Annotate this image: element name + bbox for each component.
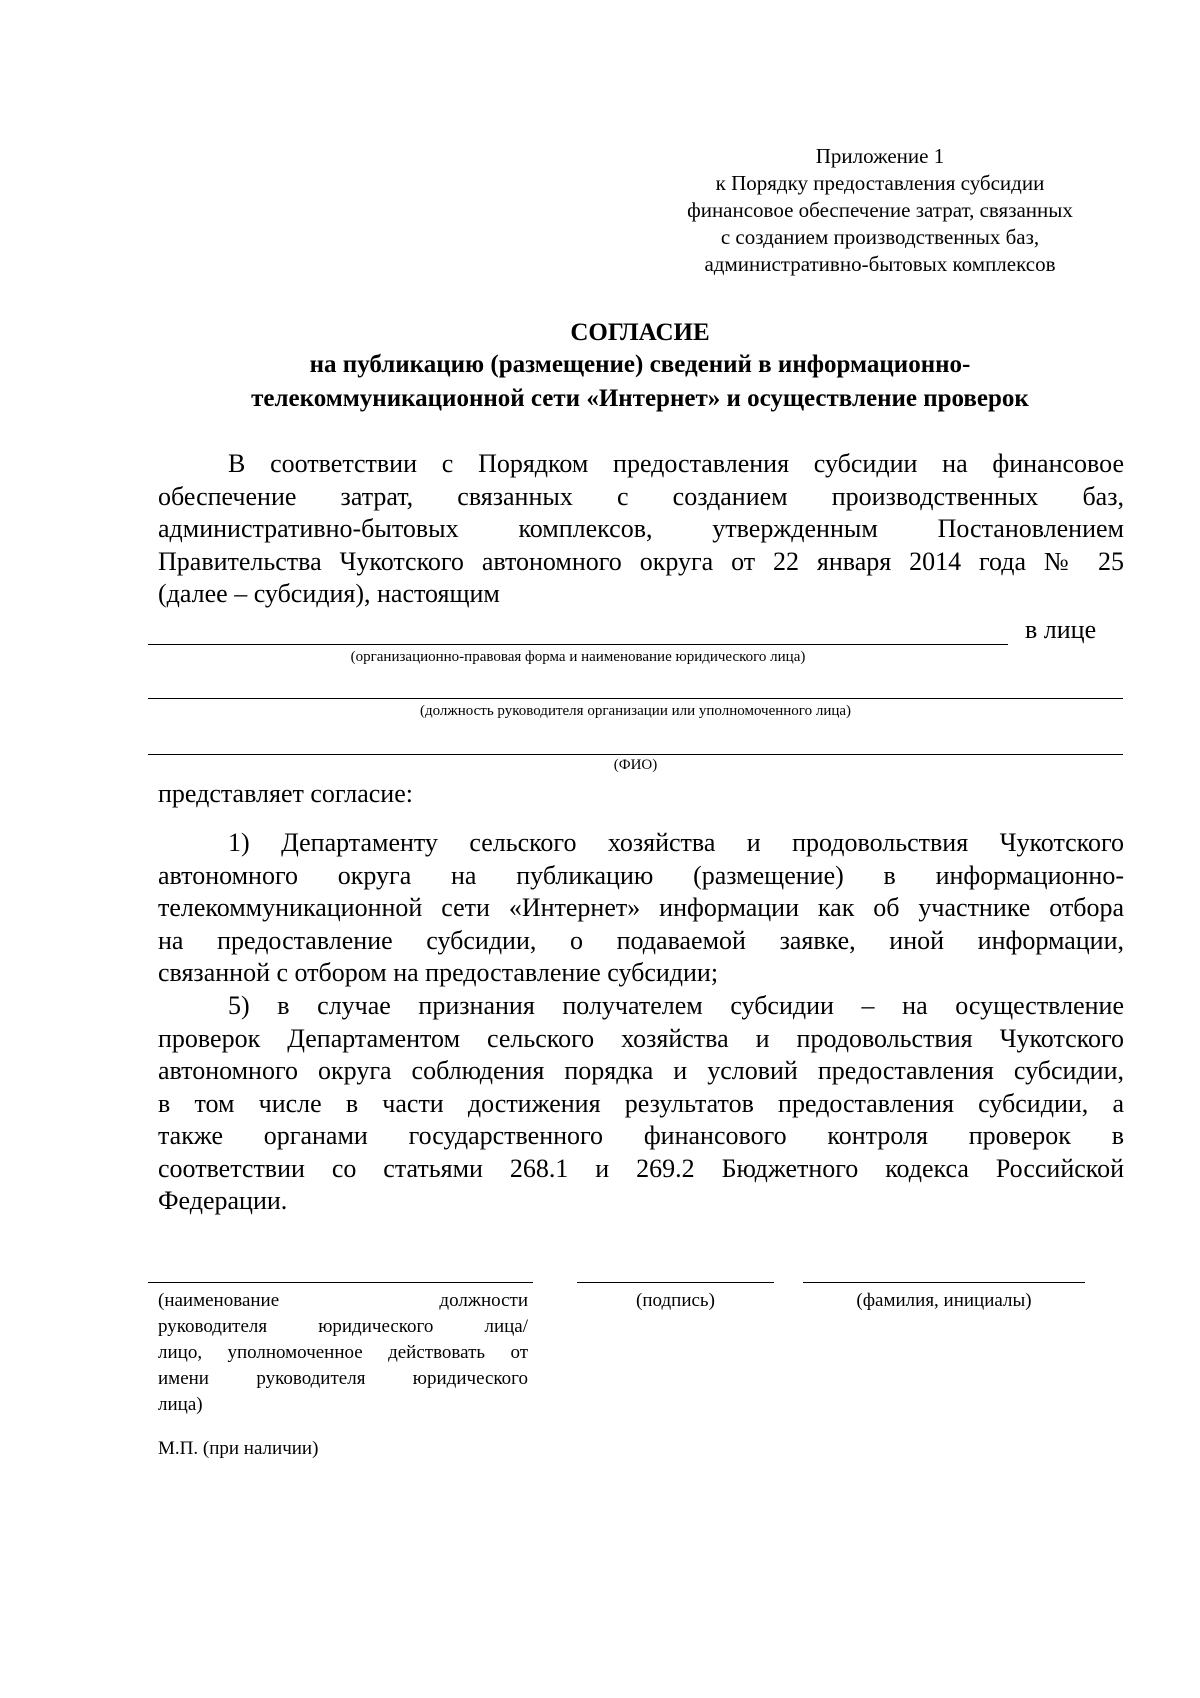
title-main: СОГЛАСИЕ (570, 319, 710, 346)
position-caption: (должность руководителя организации или уполномоченного лица) (419, 703, 852, 719)
consent-intro-text: представляет согласие: (158, 779, 413, 808)
fio-caption: (ФИО) (613, 757, 658, 773)
item5-line: соответствии со статьями 268.1 и 269.2 Бюджетного кодекса Российской (158, 1153, 1124, 1183)
item5-line: также органами государственного финансового контроля проверок в (158, 1121, 1124, 1150)
signature-position-caption-line: имени руководителя юридического (158, 1368, 528, 1389)
intro-line: Правительства Чукотского автономного округа от 22 января 2014 года № 25 (158, 546, 1124, 576)
intro-line: В соответствии с Порядком предоставления субсидии на финансовое (228, 449, 1124, 478)
appendix-line: финансовое обеспечение затрат, связанных (687, 198, 1073, 222)
appendix-header (645, 143, 1115, 278)
item1-line: на предоставление субсидии, о подаваемой заявке, иной информации, (158, 925, 1124, 955)
intro-line: обеспечение затрат, связанных с созданием производственных баз, (158, 481, 1124, 511)
signature-position-caption (158, 1288, 528, 1418)
intro-line: (далее – субсидия), настоящим (158, 579, 500, 608)
title-sub-line: на публикацию (размещение) сведений в информационно- (309, 351, 971, 378)
consent-item-5 (158, 990, 1124, 1218)
signature-position-line[interactable] (148, 1282, 533, 1283)
item1-line: 1) Департаменту сельского хозяйства и продовольствия Чукотского (228, 828, 1124, 857)
signature-name-caption: (фамилия, инициалы) (856, 1290, 1032, 1311)
item1-line: телекоммуникационной сети «Интернет» информации как об участнике отбора (158, 893, 1124, 922)
signature-position-caption-line: руководителя юридического лица/ (158, 1316, 528, 1337)
item1-line: связанной с отбором на предоставление субсидии; (158, 958, 719, 987)
item5-line: 5) в случае признания получателем субсидии – на осуществление (228, 991, 1124, 1020)
item5-line: автономного округа соблюдения порядка и условий предоставления субсидии, (158, 1056, 1124, 1085)
title-sub-line: телекоммуникационной сети «Интернет» и осуществление проверок (251, 385, 1029, 412)
signature-name-line[interactable] (803, 1282, 1085, 1283)
intro-line: административно-бытовых комплексов, утвержденным Постановлением (158, 514, 1124, 543)
signature-sign-caption: (подпись) (636, 1290, 715, 1311)
fio-field-line[interactable] (148, 754, 1123, 755)
stamp-label: М.П. (при наличии) (158, 1438, 319, 1459)
item5-line: проверок Департаментом сельского хозяйства и продовольствия Чукотского (158, 1023, 1124, 1053)
org-name-field-line[interactable] (148, 644, 1008, 645)
intro-paragraph (158, 448, 1124, 611)
in-person-label: в лице (1025, 615, 1097, 644)
signature-position-caption-line: лицо, уполномоченное действовать от (158, 1342, 528, 1363)
signature-sign-line[interactable] (577, 1282, 774, 1283)
appendix-line: с созданием производственных баз, (720, 225, 1040, 249)
appendix-line: Приложение 1 (815, 144, 945, 168)
document-title (150, 318, 1130, 416)
appendix-line: к Порядку предоставления субсидии (715, 171, 1045, 195)
signature-position-caption-line: (наименование должности (158, 1290, 528, 1311)
position-field-line[interactable] (148, 698, 1123, 699)
consent-item-1 (158, 827, 1124, 990)
org-name-caption: (организационно-правовая форма и наименование юридического лица) (350, 649, 806, 665)
signature-position-caption-line: лица) (158, 1394, 203, 1415)
item5-line: Федерации. (158, 1186, 288, 1215)
appendix-line: административно-бытовых комплексов (704, 252, 1056, 276)
consent-intro (158, 778, 1124, 811)
item1-line: автономного округа на публикацию (размещение) в информационно- (158, 860, 1124, 890)
item5-line: в том числе в части достижения результатов предоставления субсидии, а (158, 1088, 1124, 1118)
